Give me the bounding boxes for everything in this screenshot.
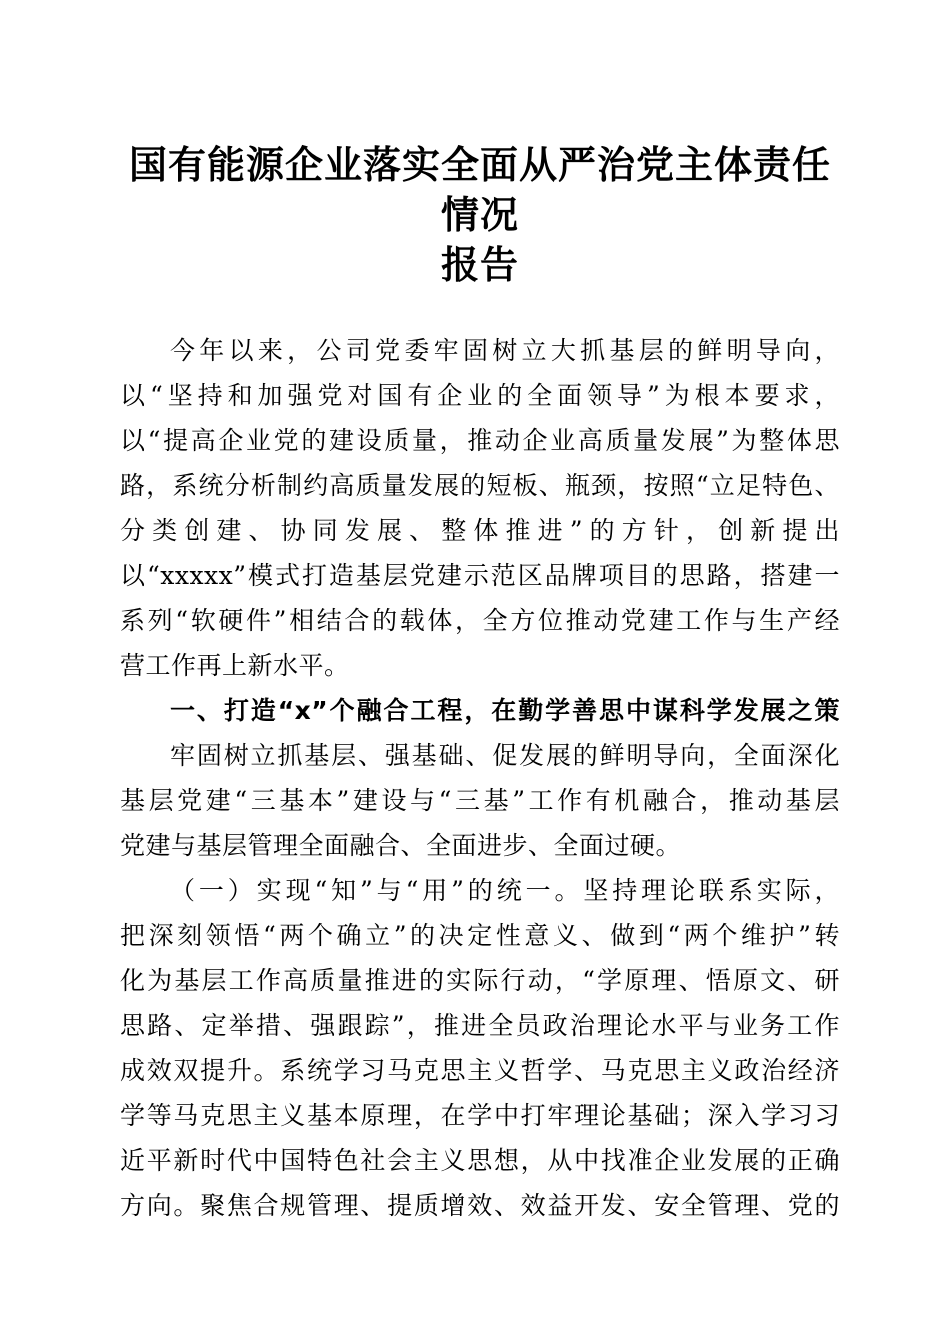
body-paragraph-2 <box>120 733 840 868</box>
text-line: 以“提高企业党的建设质量，推动企业高质量发展”为整体思 <box>120 426 840 455</box>
text-line: 系列“软硬件”相结合的载体，全方位推动党建工作与生产经 <box>120 606 840 635</box>
text-line: 近平新时代中国特色社会主义思想，从中找准企业发展的正确 <box>120 1146 840 1175</box>
text-line: 以“xxxxx”模式打造基层党建示范区品牌项目的思路，搭建一 <box>120 561 840 590</box>
document-title-line-1: 国有能源企业落实全面从严治党主体责任情况 <box>128 142 831 237</box>
text-line: 分类创建、协同发展、整体推进”的方针，创新提出 <box>120 516 840 545</box>
text-line: 成效双提升。系统学习马克思主义哲学、马克思主义政治经济 <box>120 1056 840 1085</box>
text-line: 牢固树立抓基层、强基础、促发展的鲜明导向，全面深化 <box>170 741 840 770</box>
text-line: 把深刻领悟“两个确立”的决定性意义、做到“两个维护”转 <box>120 921 840 950</box>
document-title-line-2: 报告 <box>440 242 519 287</box>
document-title <box>120 140 840 290</box>
text-line: 路，系统分析制约高质量发展的短板、瓶颈，按照“立足特色、 <box>120 471 840 500</box>
text-line: 党建与基层管理全面融合、全面进步、全面过硬。 <box>120 831 682 860</box>
text-line: 基层党建“三基本”建设与“三基”工作有机融合，推动基层 <box>120 786 840 815</box>
section-heading-1: 一、打造“x”个融合工程，在勤学善思中谋科学发展之策 <box>170 696 840 725</box>
text-line: （一）实现“知”与“用”的统一。坚持理论联系实际， <box>170 876 840 905</box>
text-line: 今年以来，公司党委牢固树立大抓基层的鲜明导向， <box>170 336 840 365</box>
text-line: 思路、定举措、强跟踪”，推进全员政治理论水平与业务工作 <box>120 1011 840 1040</box>
text-line: 学等马克思主义基本原理，在学中打牢理论基础；深入学习习 <box>120 1101 840 1130</box>
text-line: 营工作再上新水平。 <box>120 651 350 680</box>
body-paragraph-1 <box>120 328 840 688</box>
body-paragraph-3 <box>120 868 840 1228</box>
text-line: 以“坚持和加强党对国有企业的全面领导”为根本要求， <box>120 381 840 410</box>
text-line: 方向。聚焦合规管理、提质增效、效益开发、安全管理、党的 <box>120 1191 840 1220</box>
text-line: 化为基层工作高质量推进的实际行动，“学原理、悟原文、研 <box>120 966 840 995</box>
